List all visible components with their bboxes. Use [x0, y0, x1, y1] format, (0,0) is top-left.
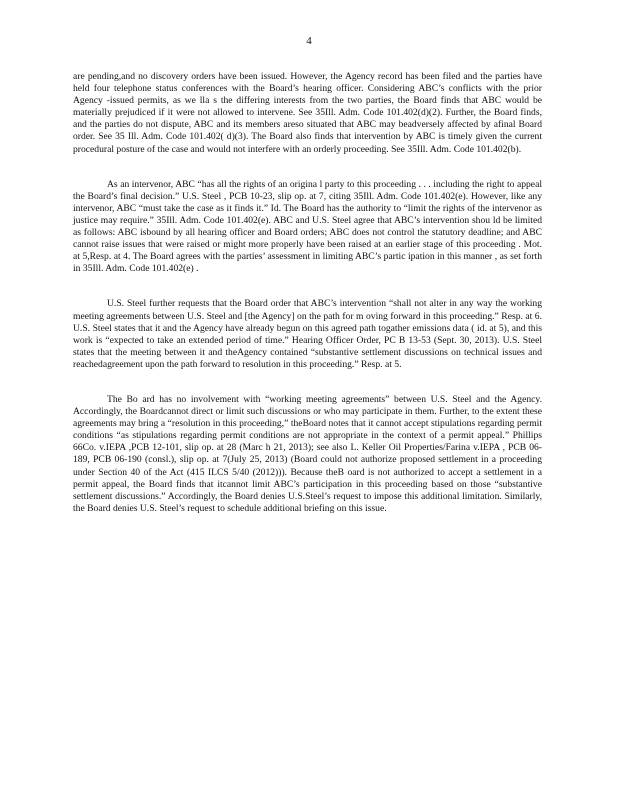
paragraph-1: are pending,and no discovery orders have been issued. However, the Agency record has been filed and the parties have held four telephone status conferences with the Board’s hearing officer. Considering ABC’s conflicts with the prior Agency -issued permits, as we lla s the differing interests from the two parties, the Board finds that ABC would be materially prejudiced if it were not allowed to intervene. See 35Ill. Adm. Code 101.402(d)(2). Further, the Board finds, and the parties do not dispute, ABC and its members areso situated that ABC may beadversely affected by afinal Board order. See 35 Ill. Adm. Code 101.402( d)(3). The Board also finds that intervention by ABC is timely given the current procedural posture of the case and would not interfere with an orderly proceeding. See 35Ill. Adm. Code 101.402(b).: [73, 71, 542, 155]
paragraph-3: U.S. Steel further requests that the Board order that ABC’s intervention “shall not alter in any way the working meeting agreements between U.S. Steel and [the Agency] on the path for m oving forward in this proceeding.” Resp. at 6. U.S. Steel states that it and the Agency have already begun on this agreed path togather emissions data ( id. at 5), and this work is “expected to take an extended period of time.” Hearing Officer Order, PC B 13-53 (Sept. 30, 2013). U.S. Steel states that the meeting between it and theAgency contained “substantive settlement discussions on technical issues and reachedagreement upon the path forward to resolution in this proceeding.” Resp. at 5.: [73, 298, 542, 370]
paragraph-4: The Bo ard has no involvement with “working meeting agreements” between U.S. Steel and the Agency. Accordingly, the Boardcannot direct or limit such discussions or who may participate in them. Further, to the extent these agreements may bring a “resolution in this proceeding,” theBoard notes that it cannot accept stipulations regarding permit conditions “as stipulations regarding permit conditions are not appropriate in the context of a permit appeal.” Phillips 66Co. v.IEPA ,PCB 12-101, slip op. at 28 (Marc h 21, 2013); see also L. Keller Oil Properties/Farina v.IEPA , PCB 06-189, PCB 06-190 (consl.), slip op. at 7(July 25, 2013) (Board could not authorize proposed settlement in a proceeding under Section 40 of the Act (415 ILCS 5/40 (2012))). Because theB oard is not authorized to accept a settlement in a permit appeal, the Board finds that itcannot limit ABC’s participation in this proceeding based on those “substantive settlement discussions.” Accordingly, the Board denies U.S.Steel’s request to impose this additional limitation. Similarly, the Board denies U.S. Steel’s request to schedule additional briefing on this issue.: [73, 393, 542, 514]
document-body: [73, 71, 542, 515]
paragraph-2: As an intervenor, ABC “has all the rights of an origina l party to this proceeding . . . including the right to appeal the Board’s final decision.” U.S. Steel , PCB 10-23, slip op. at 7, citing 35Ill. Adm. Code 101.402(e). However, like any intervenor, ABC “must take the case as it finds it.” Id. The Board has the authority to “limit the rights of the intervenor as justice may require.” 35Ill. Adm. Code 101.402(e). ABC and U.S. Steel agree that ABC’s intervention shou ld be limited as follows: ABC isbound by all hearing officer and Board orders; ABC does not control the statutory deadline; and ABC cannot raise issues that were raised or might more properly have been raised at an earlier stage of this proceeding . Mot. at 5,Resp. at 4. The Board agrees with the parties’ assessment in limiting ABC’s partic ipation in this manner , as set forth in 35Ill. Adm. Code 101.402(e) .: [73, 178, 542, 275]
page-number: 4: [306, 35, 312, 47]
